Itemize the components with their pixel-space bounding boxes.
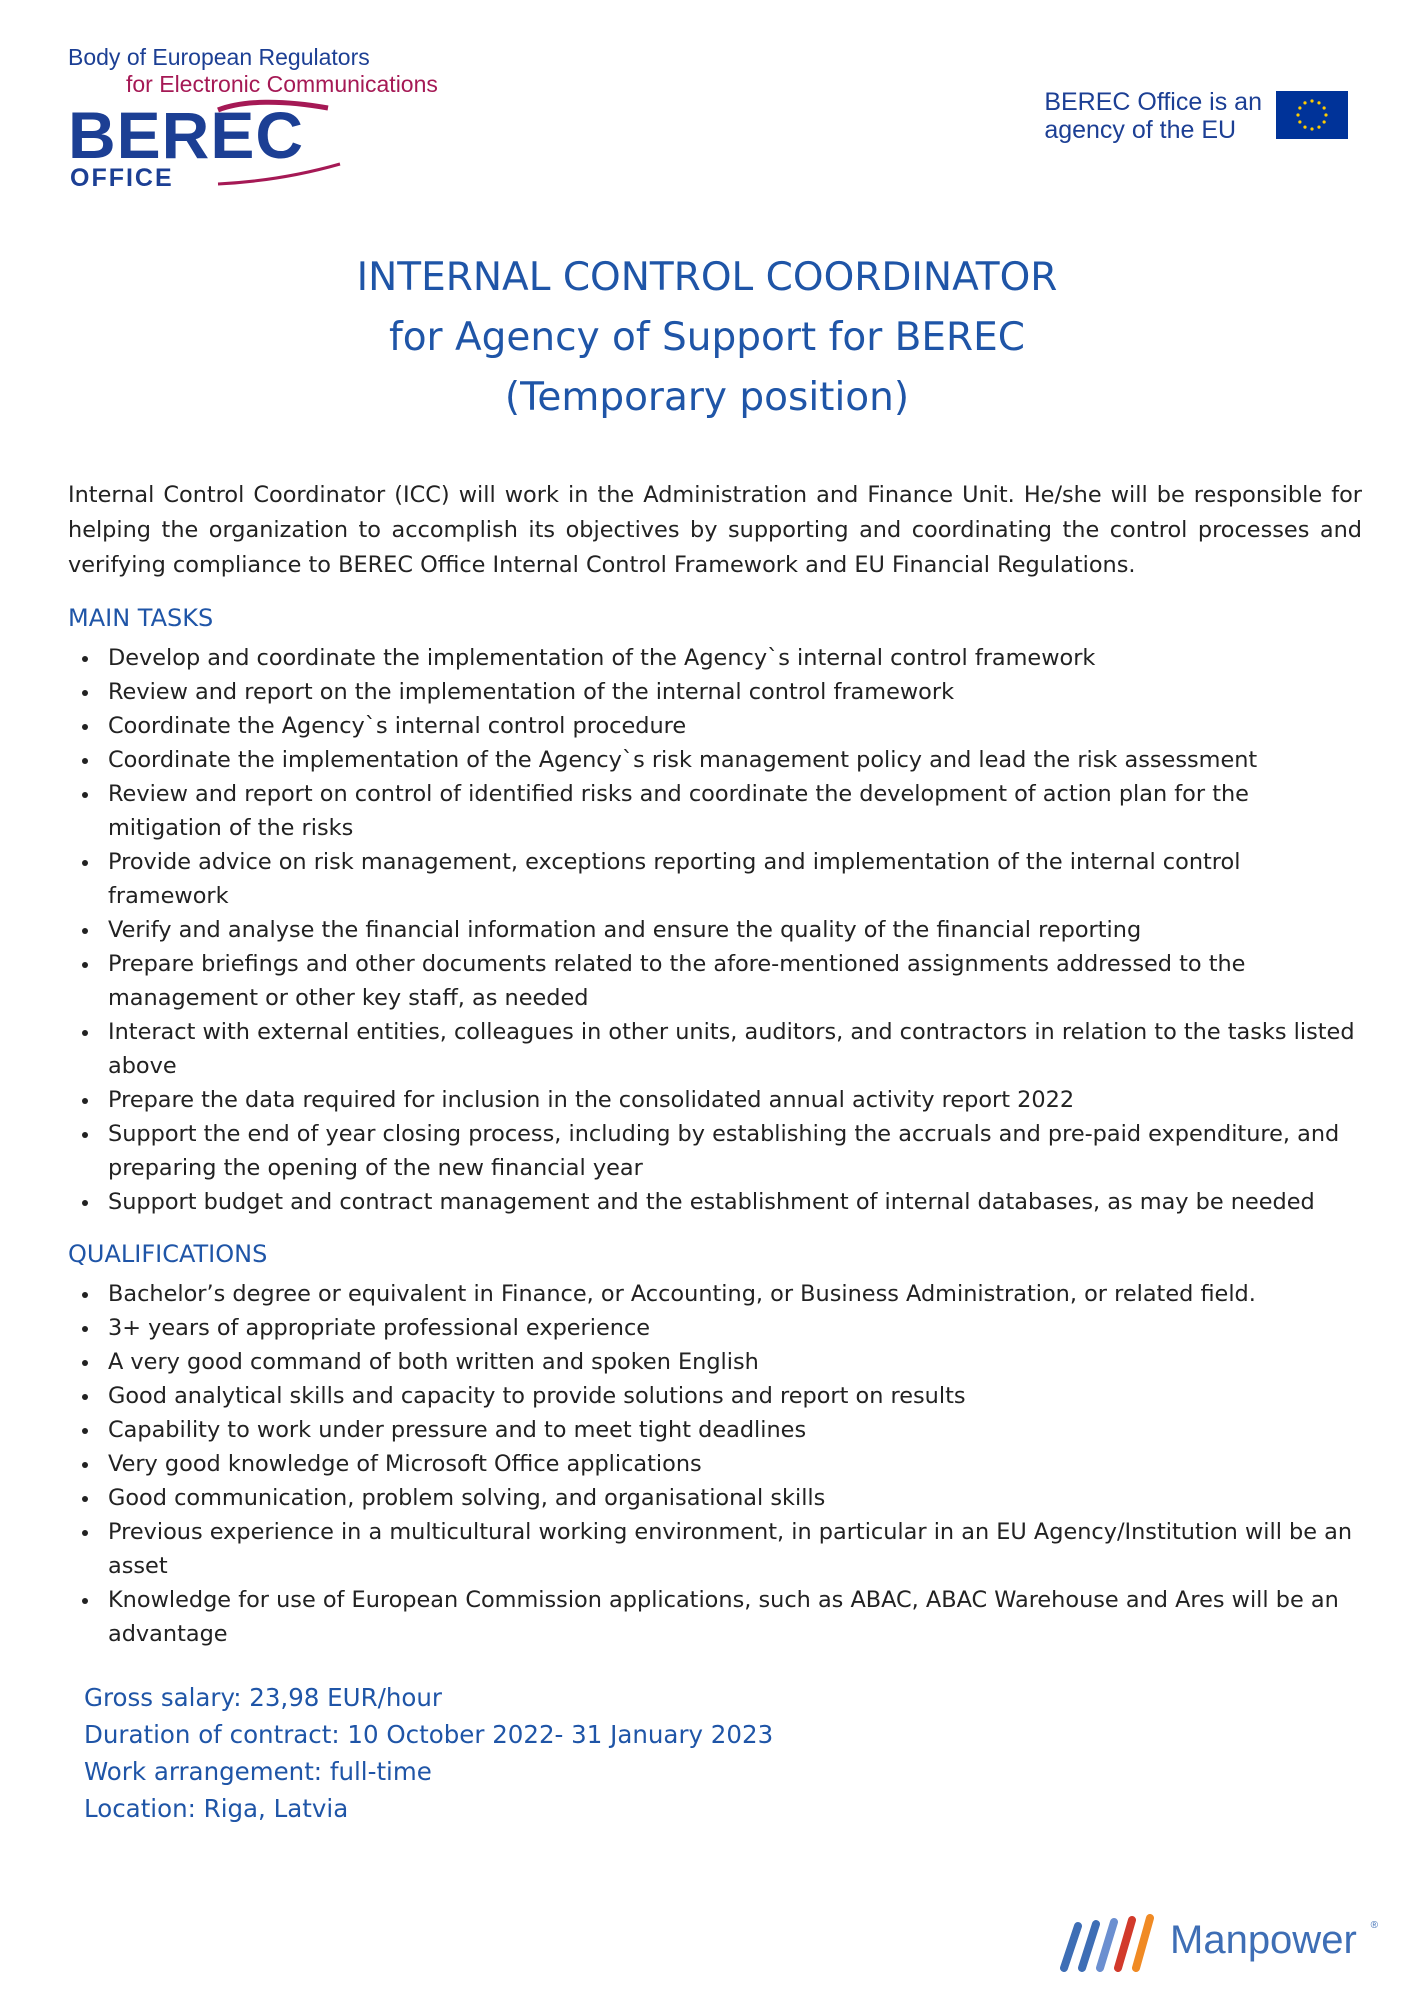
main-tasks-heading: MAIN TASKS bbox=[68, 604, 214, 632]
list-item: Interact with external entities, colleagues in other units, auditors, and contractors in relation to the tasks listed above bbox=[68, 1015, 1362, 1083]
eu-star-icon bbox=[1323, 120, 1326, 123]
main-tasks-list bbox=[68, 641, 1362, 1219]
eu-star-icon bbox=[1298, 106, 1301, 109]
list-item: Good analytical skills and capacity to provide solutions and report on results bbox=[68, 1379, 1362, 1413]
list-item: Develop and coordinate the implementation of the Agency`s internal control framework bbox=[68, 641, 1362, 675]
berec-office-text: OFFICE bbox=[70, 164, 174, 190]
job-title-line1: INTERNAL CONTROL COORDINATOR bbox=[356, 255, 1058, 300]
list-item: Coordinate the Agency`s internal control procedure bbox=[68, 709, 1362, 743]
eu-star-icon bbox=[1323, 106, 1326, 109]
list-item: Good communication, problem solving, and organisational skills bbox=[68, 1481, 1362, 1515]
eu-star-icon bbox=[1303, 101, 1306, 104]
list-item: Very good knowledge of Microsoft Office applications bbox=[68, 1447, 1362, 1481]
eu-star-icon bbox=[1310, 127, 1313, 130]
intro-paragraph: Internal Control Coordinator (ICC) will work in the Administration and Finance Unit. He/she will be responsible for helping the organization to accomplish its objectives by supporting and coordinating the control processes and verifying compliance to BEREC Office Internal Control Framework and EU Financial Regulations. bbox=[68, 482, 1362, 578]
eu-star-icon bbox=[1317, 101, 1320, 104]
eu-star-icon bbox=[1303, 126, 1306, 129]
eu-star-icon bbox=[1296, 113, 1299, 116]
list-item: Prepare the data required for inclusion in the consolidated annual activity report 2022 bbox=[68, 1083, 1362, 1117]
manpower-stripe-3 bbox=[1100, 1922, 1114, 1968]
berec-tagline-line2: for Electronic Communications bbox=[126, 71, 438, 97]
job-title bbox=[0, 248, 1414, 428]
eu-badge-text bbox=[1044, 88, 1262, 144]
manpower-stripe-5 bbox=[1136, 1918, 1150, 1968]
manpower-mark-icon bbox=[1058, 1914, 1168, 1972]
eu-star-icon bbox=[1324, 113, 1327, 116]
list-item: A very good command of both written and spoken English bbox=[68, 1345, 1362, 1379]
list-item: Knowledge for use of European Commission applications, such as ABAC, ABAC Warehouse and Ares will be an advantage bbox=[68, 1583, 1362, 1651]
list-item: Prepare briefings and other documents related to the afore-mentioned assignments addressed to the management or other key staff, as needed bbox=[68, 947, 1362, 1015]
list-item: Support the end of year closing process, including by establishing the accruals and pre-paid expenditure, and preparing the opening of the new financial year bbox=[68, 1117, 1362, 1185]
qualifications-list bbox=[68, 1277, 1362, 1651]
manpower-wordmark: Manpower bbox=[1170, 1918, 1357, 1962]
manpower-stripe-1 bbox=[1064, 1926, 1078, 1968]
list-item: 3+ years of appropriate professional experience bbox=[68, 1311, 1362, 1345]
list-item: Previous experience in a multicultural working environment, in particular in an EU Agency/Institution will be an asset bbox=[68, 1515, 1362, 1583]
berec-tagline-line1: Body of European Regulators bbox=[68, 44, 370, 70]
contract-duration: Duration of contract: 10 October 2022- 31 January 2023 bbox=[84, 1720, 774, 1749]
eu-star-icon bbox=[1298, 120, 1301, 123]
list-item: Bachelor’s degree or equivalent in Finance, or Accounting, or Business Administration, or related field. bbox=[68, 1277, 1362, 1311]
gross-salary: Gross salary: 23,98 EUR/hour bbox=[84, 1683, 442, 1712]
contract-facts bbox=[68, 1679, 1362, 1827]
eu-badge-line1: BEREC Office is an bbox=[1044, 88, 1262, 116]
list-item: Provide advice on risk management, exceptions reporting and implementation of the internal control framework bbox=[68, 845, 1362, 913]
berec-wordmark-icon bbox=[68, 96, 358, 190]
eu-star-icon bbox=[1310, 99, 1313, 102]
job-description bbox=[68, 478, 1362, 1827]
job-title-line3: (Temporary position) bbox=[504, 375, 910, 420]
list-item: Capability to work under pressure and to meet tight deadlines bbox=[68, 1413, 1362, 1447]
list-item: Coordinate the implementation of the Agency`s risk management policy and lead the risk assessment bbox=[68, 743, 1362, 777]
eu-flag-icon bbox=[1276, 91, 1348, 139]
qualifications-heading: QUALIFICATIONS bbox=[68, 1240, 268, 1268]
eu-star-icon bbox=[1317, 126, 1320, 129]
list-item: Verify and analyse the financial information and ensure the quality of the financial reporting bbox=[68, 913, 1362, 947]
registered-mark: ® bbox=[1370, 1920, 1378, 1931]
manpower-stripe-2 bbox=[1082, 1924, 1096, 1968]
work-arrangement: Work arrangement: full-time bbox=[84, 1757, 432, 1786]
job-title-line2: for Agency of Support for BEREC bbox=[388, 315, 1026, 360]
berec-office-logo bbox=[68, 44, 468, 194]
list-item: Support budget and contract management and the establishment of internal databases, as may be needed bbox=[68, 1185, 1362, 1219]
berec-wordmark-text: BEREC bbox=[68, 98, 305, 172]
manpower-logo bbox=[1058, 1908, 1378, 1978]
list-item: Review and report on the implementation of the internal control framework bbox=[68, 675, 1362, 709]
manpower-stripe-4 bbox=[1118, 1920, 1132, 1968]
eu-badge-line2: agency of the EU bbox=[1044, 116, 1237, 144]
eu-agency-badge bbox=[1044, 88, 1348, 144]
job-location: Location: Riga, Latvia bbox=[84, 1794, 349, 1823]
list-item: Review and report on control of identified risks and coordinate the development of action plan for the mitigation of the risks bbox=[68, 777, 1362, 845]
